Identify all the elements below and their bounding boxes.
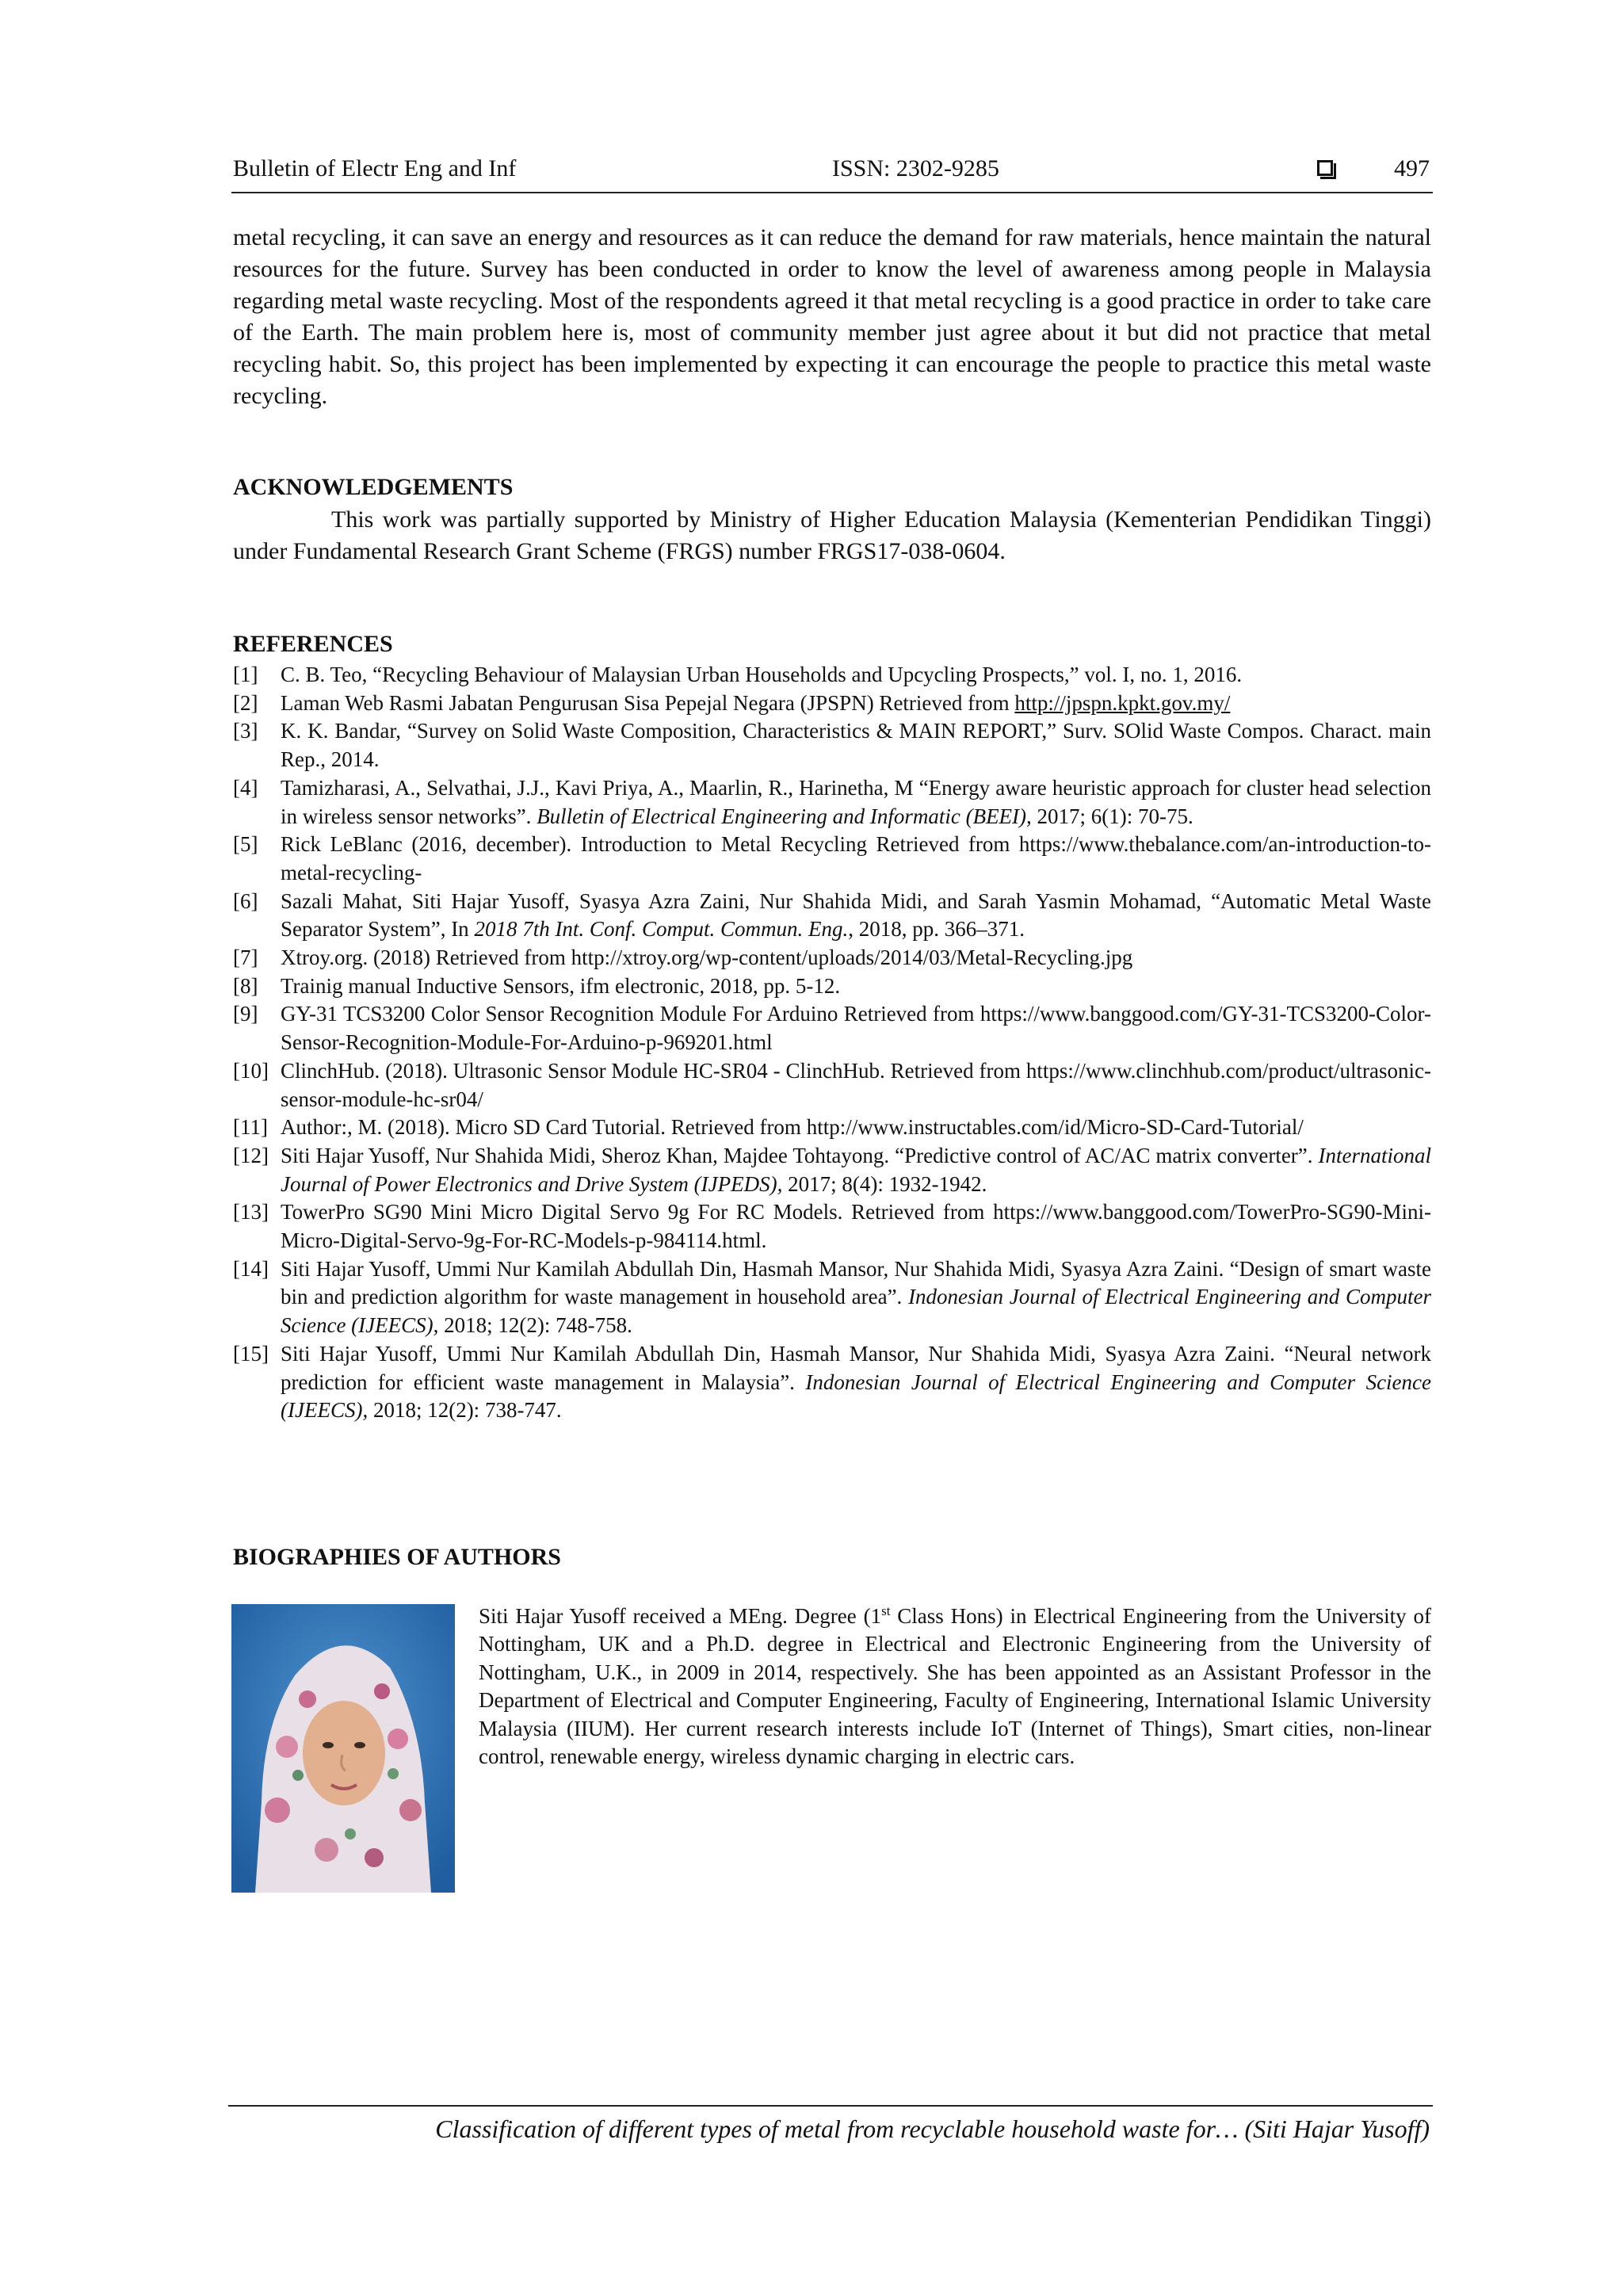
reference-text-part: C. B. Teo, “Recycling Behaviour of Malaysian Urban Households and Upcycling Prospects,” vol. I, no. 1, 2016. (281, 663, 1243, 686)
reference-text-part: Sazali Mahat, Siti Hajar Yusoff, Syasya Azra Zaini, Nur Shahida Midi, and Sarah Yasmin Mohamad, “Automatic Metal Waste Separator System”, In (281, 888, 1431, 942)
references-heading: REFERENCES (233, 631, 393, 657)
reference-link[interactable]: http://jpspn.kpkt.gov.my/ (1014, 690, 1231, 715)
reference-text (281, 1057, 1431, 1114)
reference-text (281, 831, 1431, 887)
reference-item (233, 888, 1431, 944)
reference-number: [11] (233, 1115, 268, 1140)
running-footer (228, 2105, 1433, 2143)
reference-text (281, 1198, 1431, 1255)
reference-number: [4] (233, 775, 258, 800)
reference-text (281, 1340, 1431, 1425)
reference-number: [1] (233, 663, 258, 686)
square-bullet-icon (1317, 160, 1333, 176)
bio-text-start: Siti Hajar Yusoff received a MEng. Degree (1 (479, 1604, 882, 1628)
reference-number: [15] (233, 1341, 269, 1366)
reference-text-part: , 2018, pp. 366–371. (848, 917, 1025, 942)
reference-text-part: Siti Hajar Yusoff, Ummi Nur Kamilah Abdullah Din, Hasmah Mansor, Nur Shahida Midi, Syasya Azra Zaini. “Design of smart waste bin and prediction algorithm for waste management in household area”. (281, 1256, 1431, 1309)
reference-text (281, 1142, 1431, 1198)
reference-number: [2] (233, 690, 258, 715)
references-list (233, 661, 1431, 1425)
acknowledgements-text: This work was partially supported by Ministry of Higher Education Malaysia (Kementerian Pendidikan Tinggi) under Fundamental Research Grant Scheme (FRGS) number FRGS17-038-0604. (233, 506, 1431, 564)
reference-text (281, 690, 1431, 718)
reference-item (233, 661, 1431, 690)
author-biography (479, 1603, 1431, 1771)
reference-text (281, 774, 1431, 831)
reference-text-part: 2017; 6(1): 70-75. (1031, 804, 1193, 828)
reference-item (233, 1057, 1431, 1114)
reference-text-part: Rick LeBlanc (2016, december). Introduction to Metal Recycling Retrieved from https://www.thebalance.com/an-introduction-to-metal-recycling- (281, 832, 1431, 884)
acknowledgements-heading: ACKNOWLEDGEMENTS (233, 474, 514, 500)
reference-text (281, 661, 1431, 690)
reference-text-part: 2018; 12(2): 748-758. (438, 1313, 632, 1338)
reference-text-part: 2017; 8(4): 1932-1942. (782, 1171, 987, 1196)
running-header (231, 155, 1433, 193)
reference-source-title: Indonesian Journal of Electrical Engineering and Computer Science (IJEECS), (281, 1370, 1431, 1423)
reference-number: [12] (233, 1143, 269, 1167)
bio-text-rest: Class Hons) in Electrical Engineering from the University of Nottingham, UK and a Ph.D. degree in Electrical and Electronic Engineering from the University of Nottingham, U.K., in 2009 in 2014, respectively. She has been appointed as an Assistant Professor in the Department of Electrical and Computer Engineering, Faculty of Engineering, International Islamic University Malaysia (IIUM). Her current research interests include IoT (Internet of Things), Smart cities, non-linear control, renewable energy, wireless dynamic charging in electric cars. (479, 1604, 1431, 1769)
reference-item (233, 1255, 1431, 1340)
reference-number: [10] (233, 1058, 269, 1083)
intro-paragraph: metal recycling, it can save an energy and resources as it can reduce the demand for raw materials, hence maintain the natural resources for the future. Survey has been conducted in order to know the level of awareness among people in Malaysia regarding metal waste recycling. Most of the respondents agreed it that metal recycling is a good practice in order to take care of the Earth. The main problem here is, most of community member just agree about it but did not practice that metal recycling habit. So, this project has been implemented by expecting it can encourage the people to practice this metal waste recycling. (233, 224, 1431, 409)
reference-text (281, 944, 1431, 972)
biographies-heading: BIOGRAPHIES OF AUTHORS (233, 1544, 561, 1570)
reference-number: [6] (233, 888, 258, 913)
reference-text-part: Tamizharasi, A., Selvathai, J.J., Kavi Priya, A., Maarlin, R., Harinetha, M “Energy aware heuristic approach for cluster head selection in wireless sensor networks”. (281, 775, 1431, 828)
reference-text-part: 2018; 12(2): 738-747. (368, 1398, 562, 1423)
reference-text-part: Xtroy.org. (2018) Retrieved from http://xtroy.org/wp-content/uploads/2014/03/Metal-Recycling.jpg (281, 946, 1133, 970)
reference-item (233, 1142, 1431, 1198)
reference-text (281, 888, 1431, 944)
reference-number: [3] (233, 719, 258, 743)
reference-source-title: 2018 7th Int. Conf. Comput. Commun. Eng. (474, 917, 849, 942)
reference-text-part: GY-31 TCS3200 Color Sensor Recognition Module For Arduino Retrieved from https://www.banggood.com/GY-31-TCS3200-Color-Sensor-Recognition-Module-For-Arduino-p-969201.html (281, 1002, 1431, 1055)
reference-number: [13] (233, 1200, 269, 1224)
reference-item (233, 944, 1431, 972)
author-photo (231, 1604, 455, 1893)
reference-source-title: Indonesian Journal of Electrical Engineering and Computer Science (IJEECS), (281, 1285, 1432, 1338)
page-number: 497 (1394, 155, 1430, 181)
footer-text: Classification of different types of metal from recyclable household waste for… (Siti Hajar Yusoff) (435, 2115, 1430, 2143)
reference-text-part: Laman Web Rasmi Jabatan Pengurusan Sisa Pepejal Negara (JPSPN) Retrieved from (281, 690, 1015, 715)
reference-item (233, 774, 1431, 831)
reference-text-part: Siti Hajar Yusoff, Ummi Nur Kamilah Abdullah Din, Hasmah Mansor, Nur Shahida Midi, Syasya Azra Zaini. “Neural network prediction for efficient waste management in Malaysia”. (281, 1341, 1431, 1394)
reference-text (281, 1114, 1431, 1142)
reference-text (281, 972, 1431, 1001)
reference-number: [8] (233, 973, 258, 998)
reference-text-part: Siti Hajar Yusoff, Nur Shahida Midi, Sheroz Khan, Majdee Tohtayong. “Predictive control of AC/AC matrix converter”. (281, 1143, 1319, 1167)
reference-item (233, 1114, 1431, 1142)
reference-number: [7] (233, 946, 258, 970)
reference-source-title: Bulletin of Electrical Engineering and Informatic (BEEI), (537, 804, 1032, 828)
reference-number: [14] (233, 1256, 269, 1281)
reference-item (233, 717, 1431, 774)
reference-item (233, 1340, 1431, 1425)
reference-text (281, 1255, 1431, 1340)
reference-text-part: Trainig manual Inductive Sensors, ifm electronic, 2018, pp. 5-12. (281, 973, 841, 998)
reference-item (233, 972, 1431, 1001)
journal-name: Bulletin of Electr Eng and Inf (233, 155, 517, 181)
reference-source-title: International Journal of Power Electronics and Drive System (IJPEDS), (281, 1143, 1431, 1196)
reference-item (233, 690, 1431, 718)
reference-text-part: TowerPro SG90 Mini Micro Digital Servo 9g For RC Models. Retrieved from https://www.banggood.com/TowerPro-SG90-Mini-Micro-Digital-Servo-9g-For-RC-Models-p-984114.html. (281, 1200, 1431, 1253)
reference-number: [9] (233, 1002, 258, 1026)
reference-item (233, 831, 1431, 887)
reference-text-part: ClinchHub. (2018). Ultrasonic Sensor Module HC-SR04 - ClinchHub. Retrieved from https://www.clinchhub.com/product/ultrasonic-sensor-module-hc-sr04/ (281, 1058, 1431, 1111)
reference-item (233, 1198, 1431, 1255)
reference-text-part: K. K. Bandar, “Survey on Solid Waste Composition, Characteristics & MAIN REPORT,” Surv. SOlid Waste Compos. Charact. main Rep., 2014. (281, 719, 1431, 772)
reference-text-part: Author:, M. (2018). Micro SD Card Tutorial. Retrieved from http://www.instructables.com/id/Micro-SD-Card-Tutorial/ (281, 1115, 1304, 1140)
reference-number: [5] (233, 832, 258, 857)
reference-item (233, 1000, 1431, 1056)
reference-text (281, 1000, 1431, 1056)
bio-superscript: st (881, 1603, 891, 1618)
issn: ISSN: 2302-9285 (832, 155, 999, 181)
reference-text (281, 717, 1431, 774)
